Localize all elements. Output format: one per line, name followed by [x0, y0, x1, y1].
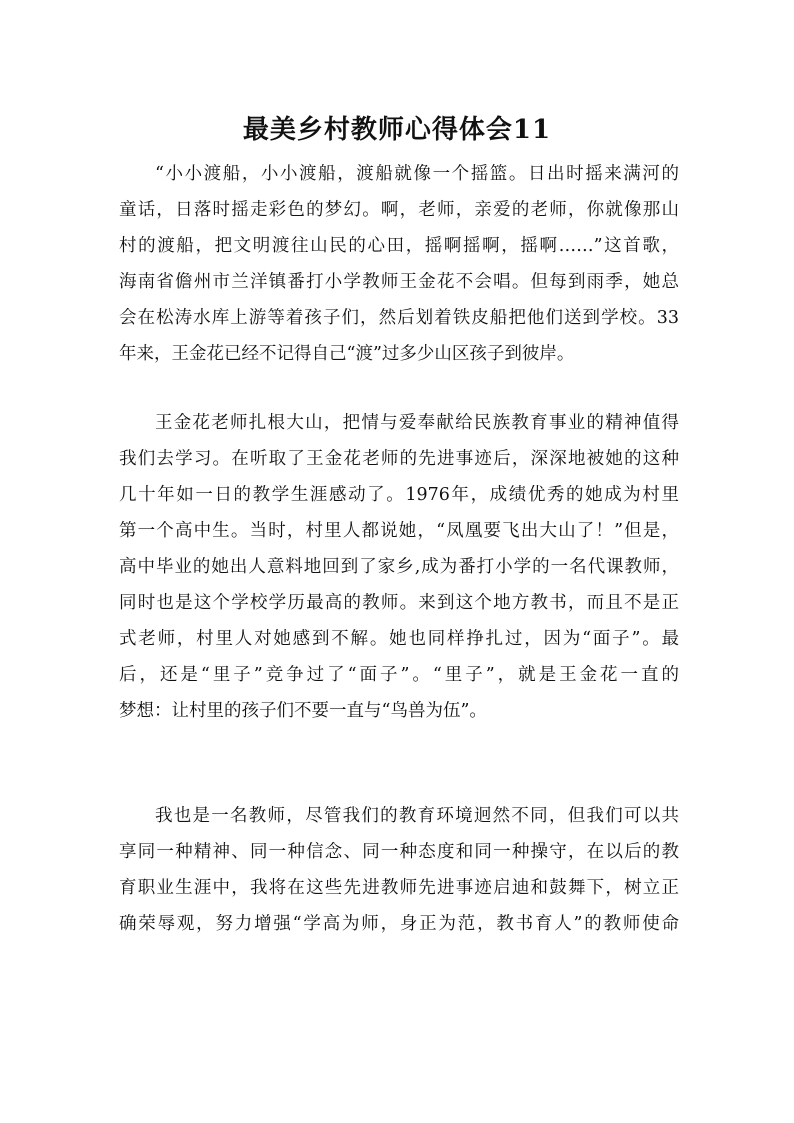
paragraph-1 — [119, 156, 679, 372]
paragraph-line: 享同一种精神、同一种信念、同一种态度和同一种操守，在以后的教 — [119, 842, 679, 862]
paragraph-line: 后，还是“里子”竞争过了“面子”。“里子”，就是王金花一直的 — [119, 665, 679, 685]
paragraph-line: 村的渡船，把文明渡往山民的心田，摇啊摇啊，摇啊……”这首歌， — [119, 236, 679, 256]
paragraph-line: 确荣辱观，努力增强“学高为师，身正为范，教书育人”的教师使命 — [119, 914, 679, 934]
paragraph-line: 式老师，村里人对她感到不解。她也同样挣扎过，因为“面子”。最 — [119, 629, 679, 649]
paragraph-3 — [119, 798, 679, 942]
paragraph-line: 梦想：让村里的孩子们不要一直与“鸟兽为伍”。 — [119, 701, 487, 721]
paragraph-line: 同时也是这个学校学历最高的教师。来到这个地方教书，而且不是正 — [119, 593, 679, 613]
paragraph-line: 我们去学习。在听取了王金花老师的先进事迹后，深深地被她的这种 — [119, 449, 679, 469]
paragraph-line: “小小渡船，小小渡船，渡船就像一个摇篮。日出时摇来满河的 — [155, 164, 679, 184]
paragraph-line: 我也是一名教师，尽管我们的教育环境迥然不同，但我们可以共 — [155, 806, 679, 826]
paragraph-line: 高中毕业的她出人意料地回到了家乡,成为番打小学的一名代课教师， — [119, 557, 679, 577]
paragraph-line: 童话，日落时摇走彩色的梦幻。啊，老师，亲爱的老师，你就像那山 — [119, 200, 679, 220]
paragraph-line: 海南省儋州市兰洋镇番打小学教师王金花不会唱。但每到雨季，她总 — [119, 272, 679, 292]
paragraph-line: 几十年如一日的教学生涯感动了。1976年，成绩优秀的她成为村里 — [119, 485, 679, 505]
paragraph-line: 会在松涛水库上游等着孩子们，然后划着铁皮船把他们送到学校。33 — [119, 308, 679, 328]
document-title: 最美乡村教师心得体会11 — [242, 115, 552, 145]
paragraph-line: 年来，王金花已经不记得自己“渡”过多少山区孩子到彼岸。 — [119, 344, 575, 364]
paragraph-line: 育职业生涯中，我将在这些先进教师先进事迹启迪和鼓舞下，树立正 — [119, 878, 679, 898]
paragraph-line: 王金花老师扎根大山，把情与爱奉献给民族教育事业的精神值得 — [155, 413, 679, 433]
paragraph-line: 第一个高中生。当时，村里人都说她，“凤凰要飞出大山了！”但是， — [119, 521, 679, 541]
paragraph-2 — [119, 405, 679, 729]
